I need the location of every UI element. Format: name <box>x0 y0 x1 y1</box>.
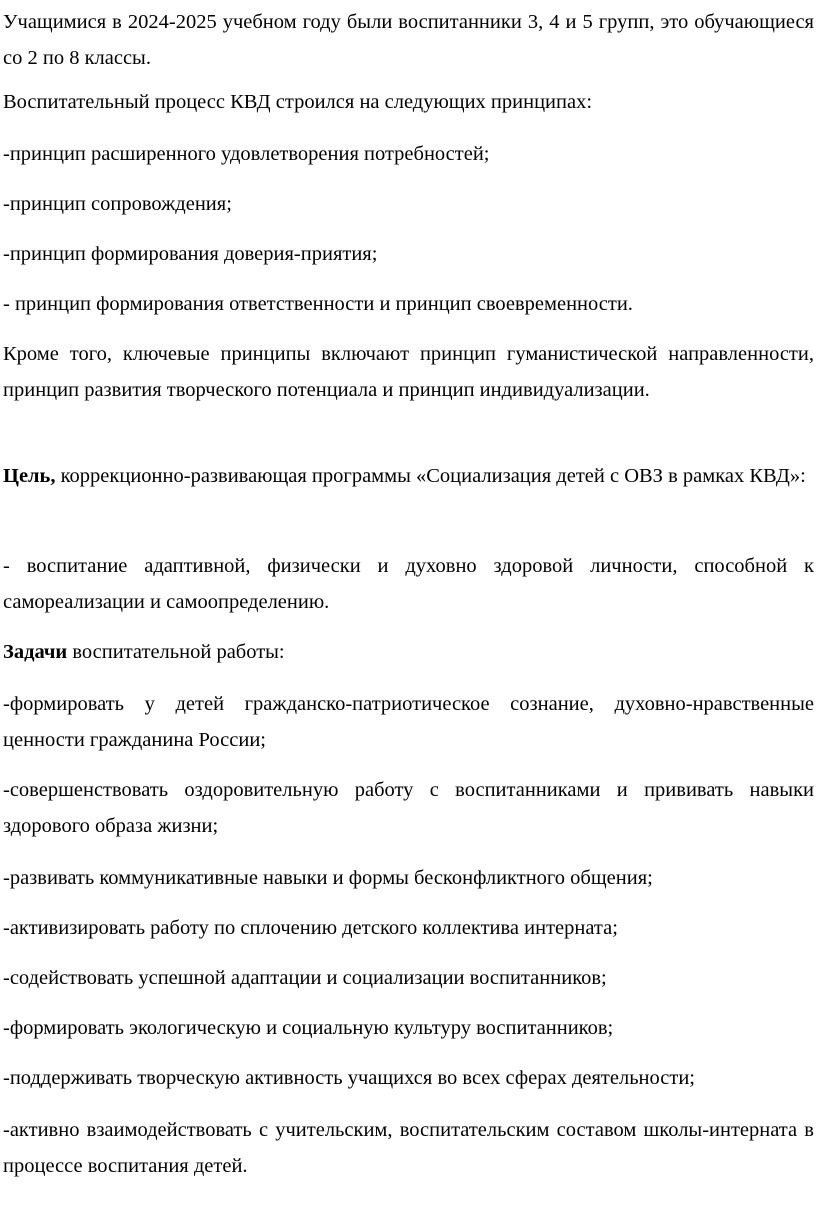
besides-paragraph: Кроме того, ключевые принципы включают принцип гуманистической направленности, принцип развития творческого потенциала и принцип индивидуализации. <box>3 343 814 401</box>
task-item: -активно взаимодействовать с учительским, воспитательским составом школы-интерната в процессе воспитания детей. <box>3 1119 814 1177</box>
principle-item: -принцип сопровождения; <box>3 193 232 215</box>
task-item: -формировать у детей гражданско-патриотическое сознание, духовно-нравственные ценности гражданина России; <box>3 693 814 751</box>
process-paragraph: Воспитательный процесс КВД строился на следующих принципах: <box>3 91 593 113</box>
goal-item: - воспитание адаптивной, физически и духовно здоровой личности, способной к самореализации и самоопределению. <box>3 555 814 613</box>
principle-item: -принцип формирования доверия-приятия; <box>3 243 378 265</box>
task-item: -поддерживать творческую активность учащихся во всех сферах деятельности; <box>3 1067 695 1089</box>
tasks-label: Задачи <box>3 641 68 663</box>
tasks-heading <box>3 634 814 670</box>
task-item: -формировать экологическую и социальную культуру воспитанников; <box>3 1017 614 1039</box>
tasks-text: воспитательной работы: <box>67 641 285 663</box>
principle-item: - принцип формирования ответственности и принцип своевременности. <box>3 293 633 315</box>
principle-item: -принцип расширенного удовлетворения потребностей; <box>3 143 490 165</box>
intro-paragraph: Учащимися в 2024-2025 учебном году были воспитанники 3, 4 и 5 групп, это обучающиеся со 2 по 8 классы. <box>3 11 814 69</box>
task-item: -активизировать работу по сплочению детского коллектива интерната; <box>3 917 618 939</box>
task-item: -совершенствовать оздоровительную работу с воспитанниками и прививать навыки здорового образа жизни; <box>3 779 814 837</box>
goal-paragraph <box>3 458 814 494</box>
goal-label: Цель, <box>3 465 56 487</box>
goal-text: коррекционно-развивающая программы «Социализация детей с ОВЗ в рамках КВД»: <box>55 465 806 487</box>
task-item: -развивать коммуникативные навыки и формы бесконфликтного общения; <box>3 867 653 889</box>
task-item: -содействовать успешной адаптации и социализации воспитанников; <box>3 967 607 989</box>
